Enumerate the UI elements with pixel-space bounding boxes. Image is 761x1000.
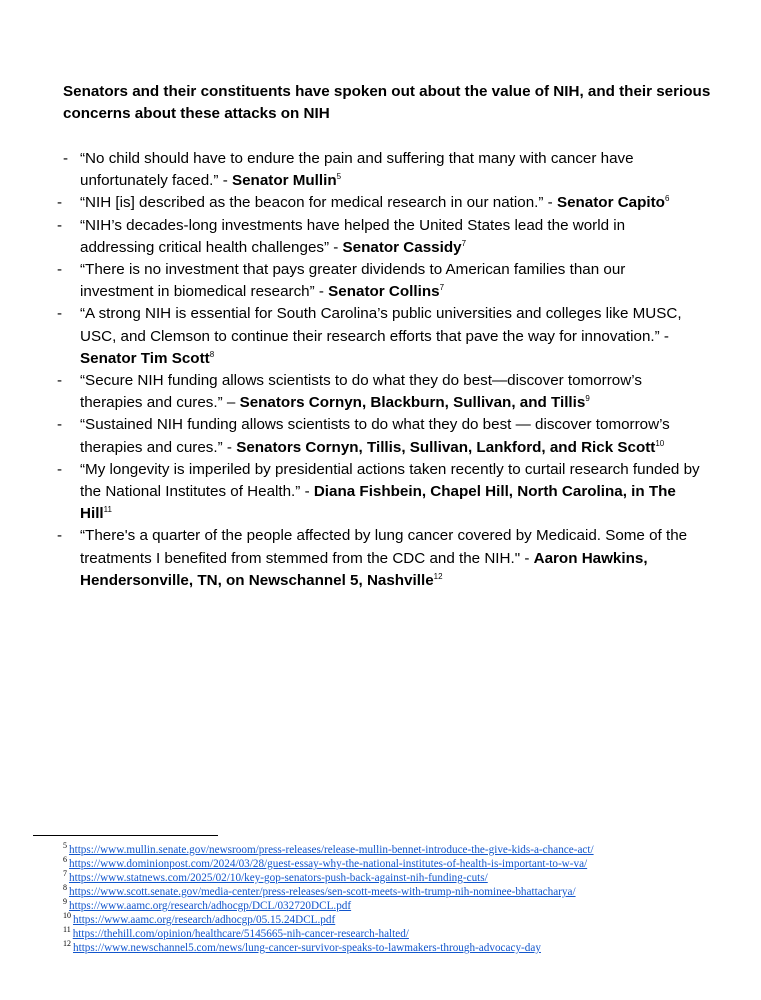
- footnote-ref[interactable]: 7: [439, 283, 445, 293]
- list-dash: -: [57, 372, 63, 390]
- quote-speaker: Senator Capito: [556, 194, 665, 212]
- quote-speaker: Senator Tim Scott: [80, 349, 210, 367]
- list-dash: -: [57, 527, 63, 545]
- footnote-number: 8: [63, 883, 67, 893]
- quote-speaker: Diana Fishbein, Chapel Hill, North Carolina, in The Hill: [80, 483, 676, 523]
- quote-item: [0, 370, 700, 414]
- list-dash: -: [57, 261, 63, 279]
- footnote-ref[interactable]: 10: [655, 438, 665, 448]
- footnote-link[interactable]: https://www.aamc.org/research/adhocgp/DCL/032720DCL.pdf: [69, 900, 352, 912]
- quote-separator: -: [659, 327, 669, 345]
- list-dash: -: [57, 194, 63, 212]
- footnote-ref[interactable]: 7: [461, 238, 467, 248]
- footnote-item: [63, 899, 743, 913]
- footnote-link[interactable]: https://www.scott.senate.gov/media-center/press-releases/sen-scott-meets-with-trump-nih-nominee-bhattacharya/: [69, 886, 576, 898]
- footnote-number: 12: [63, 939, 71, 949]
- footnote-item: [63, 941, 743, 955]
- quote-item: [0, 215, 700, 259]
- footnote-item: [63, 913, 743, 927]
- quote-separator: -: [520, 549, 534, 567]
- footnote-number: 7: [63, 869, 67, 879]
- quote-text: “NIH’s decades-long investments have helped the United States lead the world in addressing critical health challenges”: [80, 216, 626, 256]
- footnote-ref[interactable]: 5: [336, 172, 342, 182]
- quote-item: [0, 525, 700, 592]
- list-dash: -: [57, 460, 63, 478]
- quote-item: [0, 259, 700, 303]
- quote-separator: -: [218, 172, 232, 190]
- quote-speaker: Senator Cassidy: [342, 238, 462, 256]
- quote-separator: -: [314, 283, 329, 301]
- quote-text: “NIH [is] described as the beacon for medical research in our nation.”: [80, 194, 544, 212]
- quote-separator: -: [222, 438, 237, 456]
- quote-item: [0, 303, 700, 370]
- quote-speaker: Aaron Hawkins, Hendersonville, TN, on Newschannel 5, Nashville: [80, 549, 648, 589]
- quote-text: “My longevity is imperiled by presidential actions taken recently to curtail research funded by the National Institutes of Health.”: [80, 460, 700, 501]
- quote-text: “Sustained NIH funding allows scientists to do what they do best — discover tomorrow’s therapies and cures.”: [80, 416, 670, 456]
- footnote-number: 6: [63, 855, 67, 865]
- footnote-number: 11: [63, 925, 71, 935]
- quote-separator: –: [222, 394, 240, 412]
- list-dash: -: [57, 305, 63, 323]
- footnote-ref[interactable]: 9: [585, 394, 590, 404]
- footnote-item: [63, 871, 743, 885]
- footnote-number: 10: [63, 911, 71, 921]
- quote-item: [0, 148, 700, 192]
- quote-separator: -: [543, 194, 557, 212]
- footnote-link[interactable]: https://www.dominionpost.com/2024/03/28/guest-essay-why-the-national-institutes-of-health-is-important-to-w-va/: [69, 858, 588, 870]
- footnote-ref[interactable]: 6: [664, 194, 670, 204]
- list-dash: -: [57, 216, 63, 234]
- footnote-divider: [33, 835, 218, 836]
- footnote-item: [63, 885, 743, 899]
- quote-item: [0, 459, 700, 526]
- footnote-ref[interactable]: 12: [433, 571, 443, 581]
- quote-item: [0, 414, 700, 458]
- footnote-ref[interactable]: 8: [209, 349, 215, 359]
- footnote-number: 5: [63, 841, 67, 851]
- quote-separator: -: [329, 238, 343, 256]
- footnote-list: [63, 843, 743, 955]
- footnote-link[interactable]: https://www.statnews.com/2025/02/10/key-gop-senators-push-back-against-nih-funding-cuts/: [69, 872, 488, 884]
- quote-list: [0, 148, 761, 592]
- footnote-number: 9: [63, 897, 67, 907]
- list-dash: -: [63, 150, 69, 167]
- footnote-link[interactable]: https://www.mullin.senate.gov/newsroom/press-releases/release-mullin-bennet-introduce-the-give-kids-a-chance-act/: [69, 844, 594, 856]
- quote-speaker: Senators Cornyn, Blackburn, Sullivan, and Tillis: [239, 394, 586, 412]
- list-dash: -: [57, 416, 63, 434]
- quote-speaker: Senators Cornyn, Tillis, Sullivan, Lankford, and Rick Scott: [236, 438, 656, 456]
- quote-text: “A strong NIH is essential for South Carolina’s public universities and colleges like MUSC, USC, and Clemson to continue their research efforts that pave the way for innovation.”: [80, 305, 682, 345]
- footnote-link[interactable]: https://www.newschannel5.com/news/lung-cancer-survivor-speaks-to-lawmakers-through-advocacy-day: [73, 942, 541, 954]
- footnote-item: [63, 857, 743, 871]
- quote-separator: -: [300, 483, 314, 501]
- quote-text: “There's a quarter of the people affected by lung cancer covered by Medicaid. Some of the treatments I benefited from stemmed from the CDC and the NIH.": [80, 527, 688, 567]
- footnote-link[interactable]: https://www.aamc.org/research/adhocgp/05.15.24DCL.pdf: [73, 914, 336, 926]
- quote-text: “There is no investment that pays greater dividends to American families than our investment in biomedical research”: [80, 261, 626, 301]
- section-heading: Senators and their constituents have spoken out about the value of NIH, and their serious concerns about these attacks on NIH: [63, 83, 711, 122]
- footnote-item: [63, 927, 743, 941]
- footnote-ref[interactable]: 11: [103, 505, 112, 515]
- quote-speaker: Senator Mullin: [231, 172, 337, 190]
- quote-item: [0, 192, 700, 214]
- footnote-link[interactable]: https://thehill.com/opinion/healthcare/5145665-nih-cancer-research-halted/: [72, 928, 409, 940]
- quote-text: “Secure NIH funding allows scientists to do what they do best—discover tomorrow’s therapies and cures.”: [80, 372, 642, 412]
- quote-text: “No child should have to endure the pain and suffering that many with cancer have unfortunately faced.”: [80, 150, 634, 190]
- footnote-item: [63, 843, 743, 857]
- quote-speaker: Senator Collins: [328, 283, 440, 301]
